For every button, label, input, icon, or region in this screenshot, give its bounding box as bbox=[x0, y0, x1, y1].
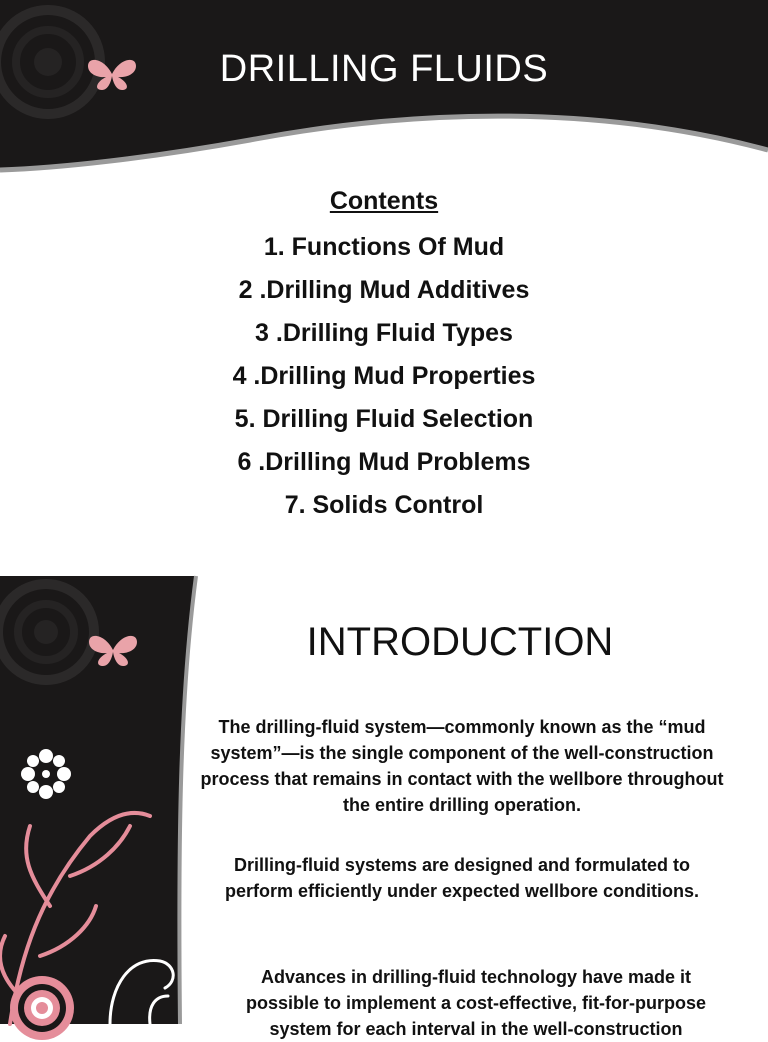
contents-list bbox=[0, 184, 768, 527]
slide-introduction bbox=[0, 576, 768, 1039]
contents-heading: Contents bbox=[329, 187, 439, 215]
intro-paragraph: The drilling-fluid system—commonly known as the “mud system”—is the single component of the well-construction process that remains in contact with the wellbore throughout the entire drilling operation. bbox=[200, 717, 724, 815]
intro-paragraph: Advances in drilling-fluid technology have made it possible to implement a cost-effective, fit-for-purpose system for each interval in the well-construction bbox=[245, 967, 707, 1039]
contents-item: 2 .Drilling Mud Additives bbox=[238, 276, 530, 304]
slide-title: DRILLING FLUIDS bbox=[219, 48, 549, 90]
contents-item: 6 .Drilling Mud Problems bbox=[237, 448, 531, 476]
contents-item: 3 .Drilling Fluid Types bbox=[255, 319, 513, 347]
contents-item: 5. Drilling Fluid Selection bbox=[234, 405, 534, 433]
contents-item: 7. Solids Control bbox=[284, 491, 484, 519]
slide-title: INTRODUCTION bbox=[306, 620, 614, 664]
intro-paragraph: Drilling-fluid systems are designed and formulated to perform efficiently under expected wellbore conditions. bbox=[224, 855, 700, 901]
contents-item: 1. Functions Of Mud bbox=[263, 233, 505, 261]
contents-item: 4 .Drilling Mud Properties bbox=[232, 362, 536, 390]
target-circle bbox=[10, 976, 74, 1040]
